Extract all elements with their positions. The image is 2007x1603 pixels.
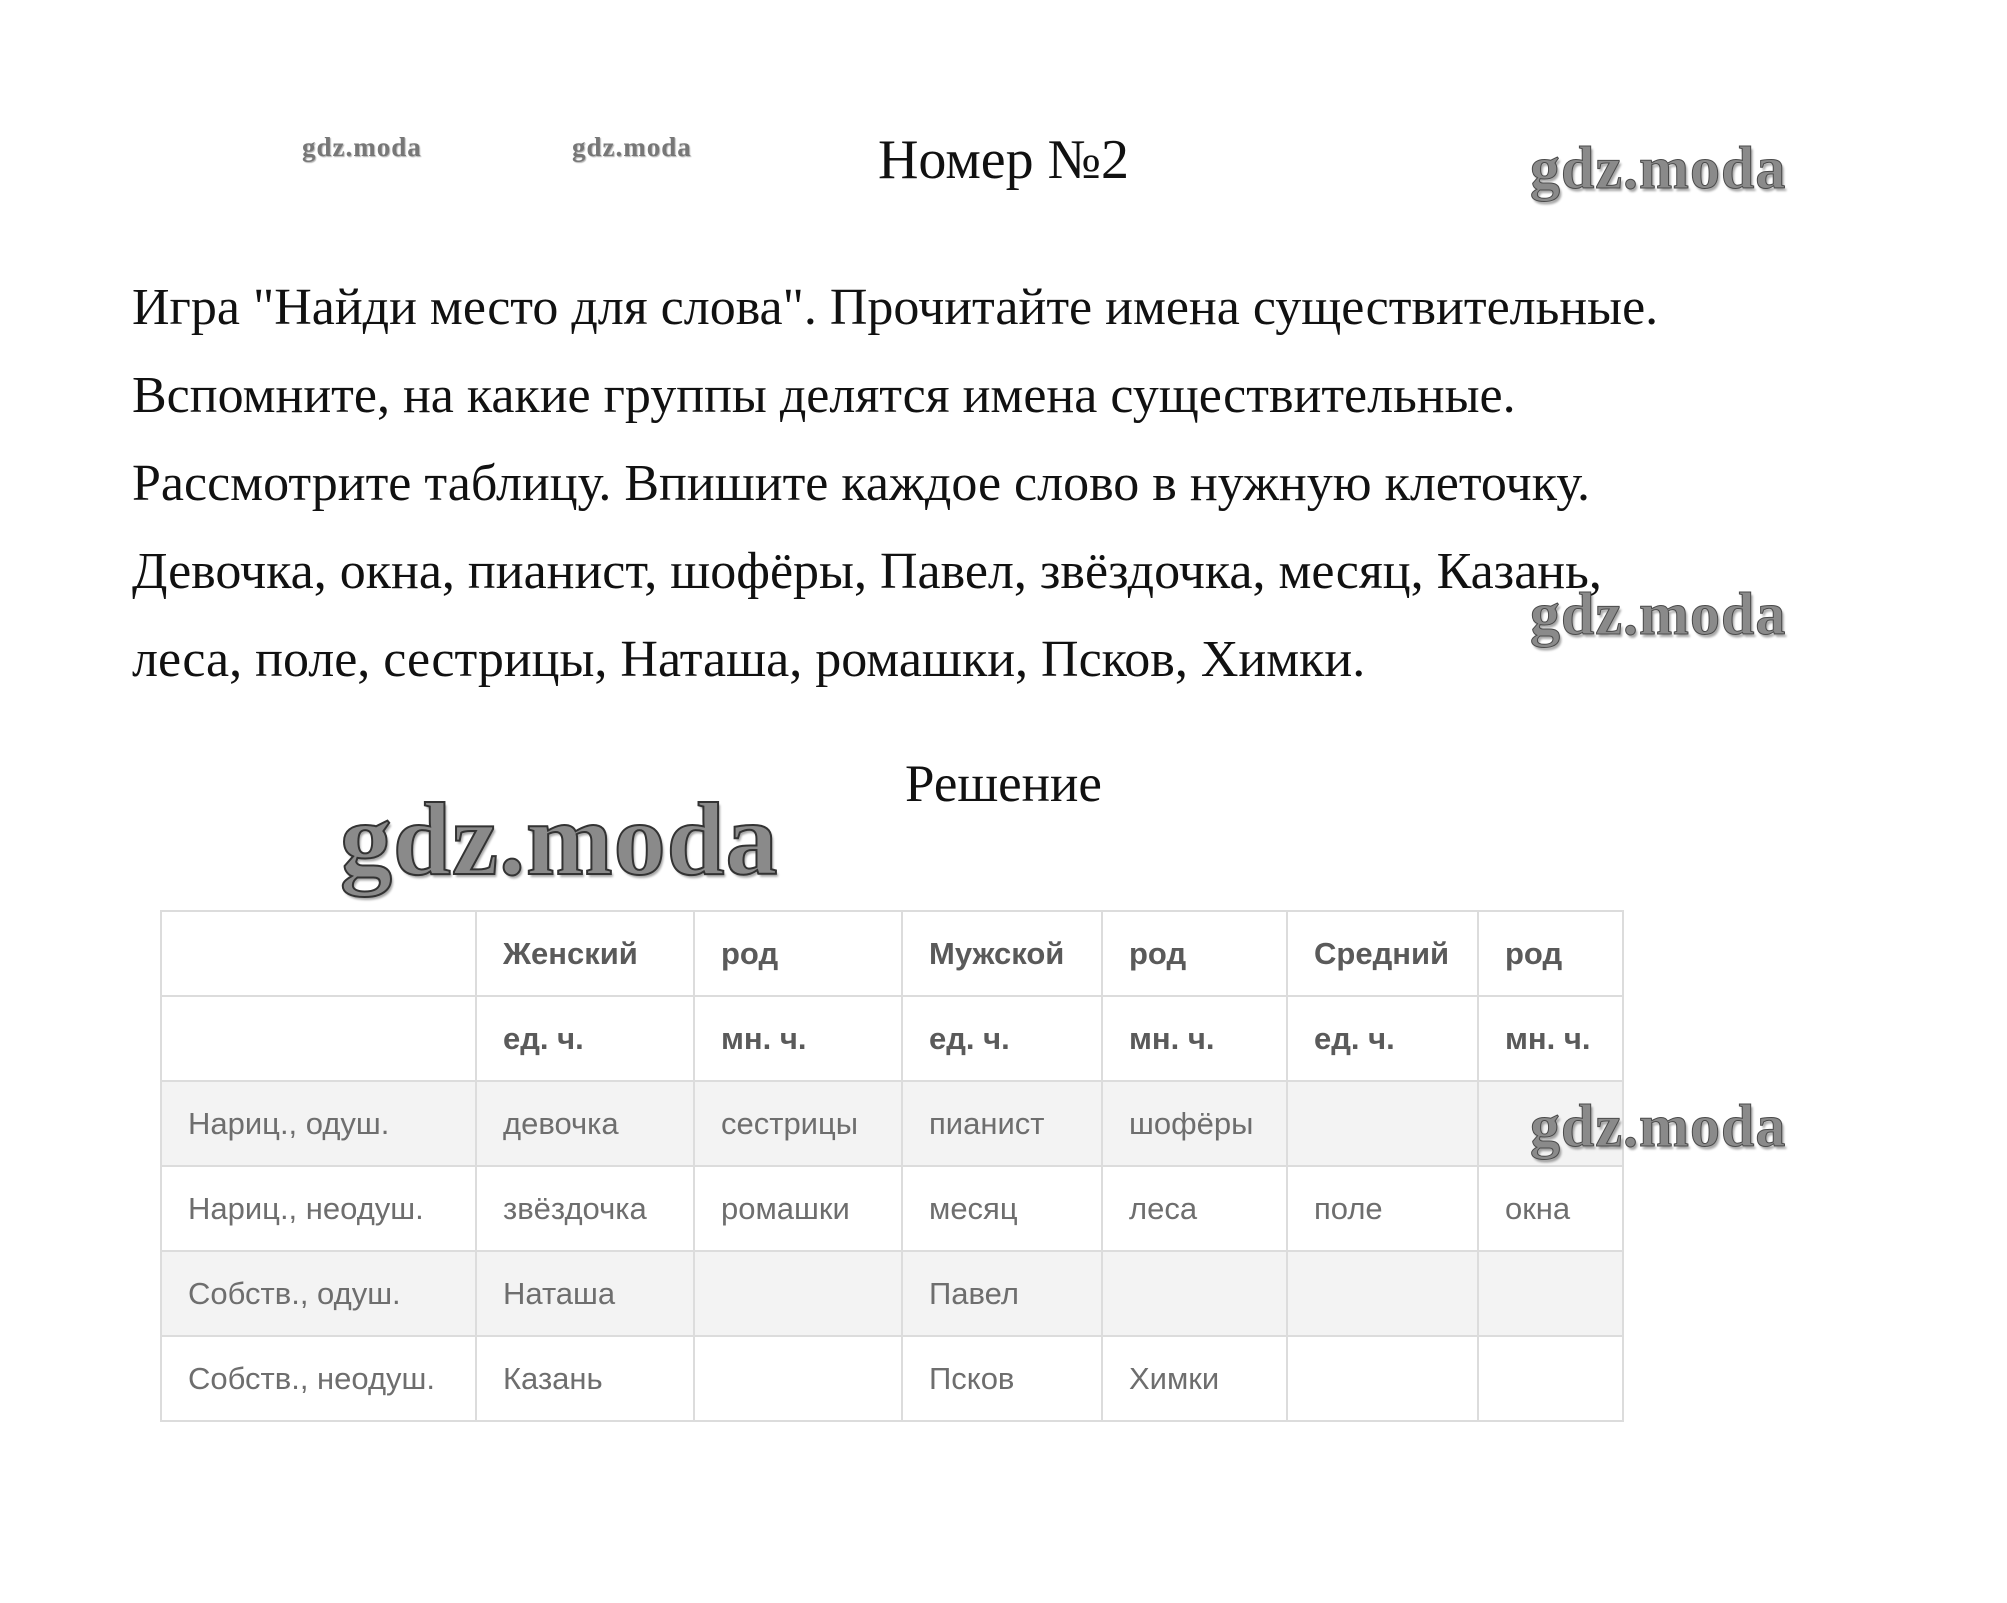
table-cell (161, 996, 476, 1081)
watermark: gdz.moda (1530, 135, 1787, 201)
table-cell: ед. ч. (1287, 996, 1478, 1081)
answer-table (160, 910, 1624, 1422)
table-cell: месяц (902, 1166, 1102, 1251)
table-cell: шофёры (1102, 1081, 1287, 1166)
table-cell: сестрицы (694, 1081, 902, 1166)
task-line: Игра "Найди место для слова". Прочитайте имена существительные. (132, 279, 1659, 336)
task-line: Вспомните, на какие группы делятся имена существительные. (132, 367, 1516, 424)
task-line: Девочка, окна, пианист, шофёры, Павел, звёздочка, месяц, Казань, (132, 543, 1602, 600)
table-cell: ромашки (694, 1166, 902, 1251)
table-cell (694, 1336, 902, 1421)
table-cell: Химки (1102, 1336, 1287, 1421)
table-cell: Казань (476, 1336, 694, 1421)
table-cell: поле (1287, 1166, 1478, 1251)
watermark: gdz.moda (302, 132, 422, 162)
table-cell (694, 1251, 902, 1336)
table-cell: род (1478, 911, 1623, 996)
table-cell: пианист (902, 1081, 1102, 1166)
watermark: gdz.moda (340, 782, 779, 897)
table-row (161, 1166, 1623, 1251)
table-cell: девочка (476, 1081, 694, 1166)
table-row (161, 1251, 1623, 1336)
table-cell: мн. ч. (1478, 996, 1623, 1081)
task-line: Рассмотрите таблицу. Впишите каждое слово в нужную клеточку. (132, 455, 1591, 512)
table-row (161, 1336, 1623, 1421)
table-cell: ед. ч. (902, 996, 1102, 1081)
table-cell: Собств., неодуш. (161, 1336, 476, 1421)
table-cell: Средний (1287, 911, 1478, 996)
table-cell: род (1102, 911, 1287, 996)
table-cell: Псков (902, 1336, 1102, 1421)
table-cell (1478, 1336, 1623, 1421)
table-cell (1102, 1251, 1287, 1336)
table-cell: окна (1478, 1166, 1623, 1251)
table-cell: Собств., одуш. (161, 1251, 476, 1336)
table-cell (1287, 1251, 1478, 1336)
table-cell: Нариц., одуш. (161, 1081, 476, 1166)
table-cell: ед. ч. (476, 996, 694, 1081)
table-cell: Женский (476, 911, 694, 996)
table-cell (1287, 1081, 1478, 1166)
table-cell: леса (1102, 1166, 1287, 1251)
watermark: gdz.moda (1530, 581, 1787, 647)
table-cell (161, 911, 476, 996)
page-title: Номер №2 (877, 129, 1130, 191)
table-cell: мн. ч. (694, 996, 902, 1081)
table-cell: мн. ч. (1102, 996, 1287, 1081)
table-cell: Нариц., неодуш. (161, 1166, 476, 1251)
table-cell (1478, 1251, 1623, 1336)
table-cell: род (694, 911, 902, 996)
table-cell: звёздочка (476, 1166, 694, 1251)
table-cell (1287, 1336, 1478, 1421)
table-row (161, 1081, 1623, 1166)
table-cell: Мужской (902, 911, 1102, 996)
watermark: gdz.moda (572, 132, 692, 162)
watermark: gdz.moda (1530, 1093, 1787, 1159)
table-cell: Павел (902, 1251, 1102, 1336)
solution-title: Решение (905, 755, 1102, 813)
table-header-row (161, 911, 1623, 996)
task-line: леса, поле, сестрицы, Наташа, ромашки, Псков, Химки. (132, 631, 1366, 688)
table-header-row (161, 996, 1623, 1081)
table-cell: Наташа (476, 1251, 694, 1336)
